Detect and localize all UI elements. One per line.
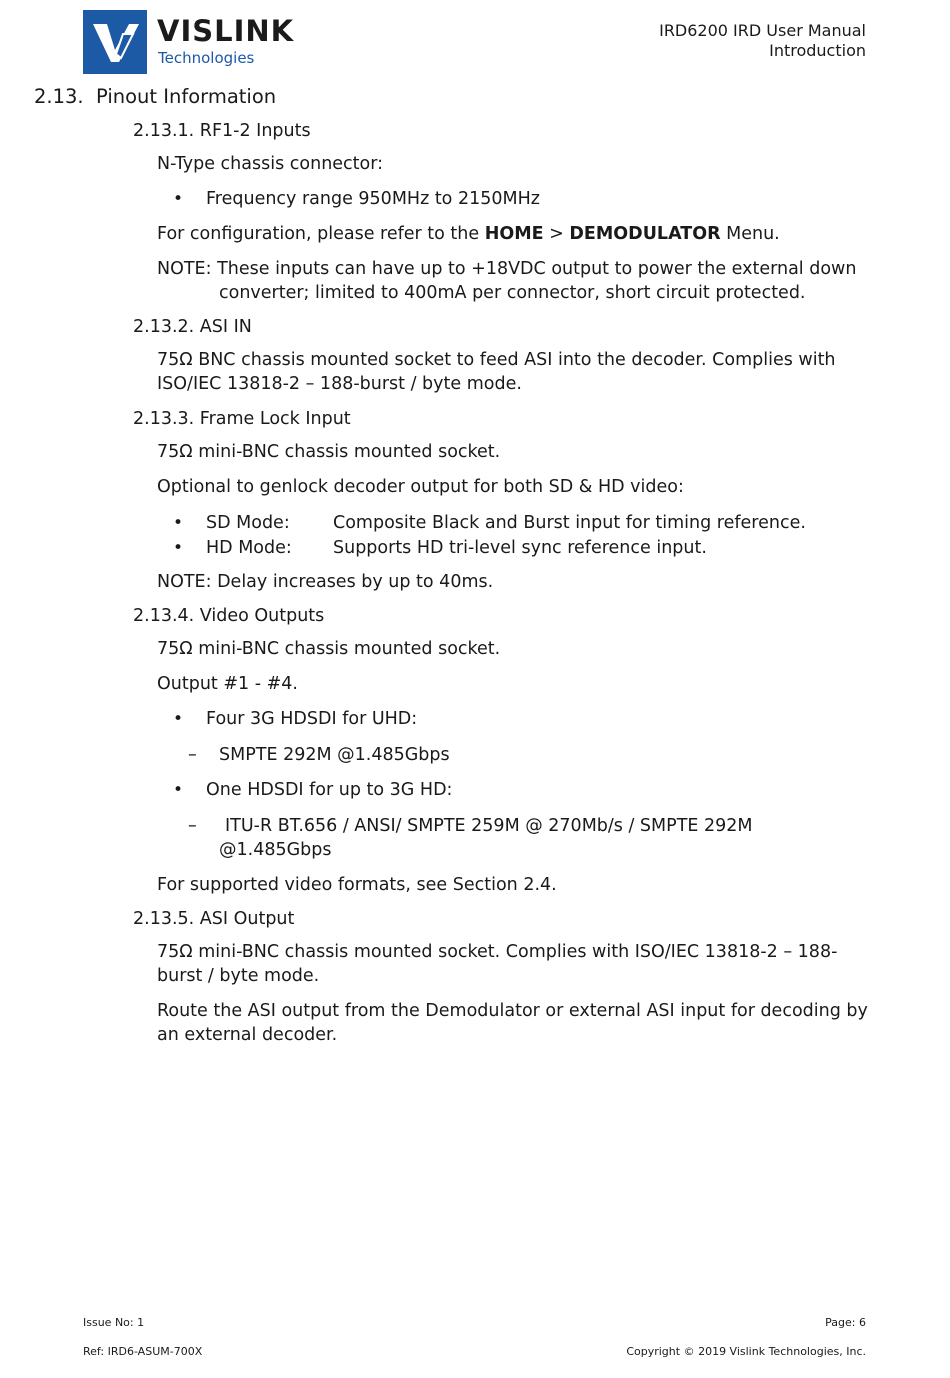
subsection-heading-video-outputs: 2.13.4. Video Outputs	[133, 606, 325, 626]
manual-title: IRD6200 IRD User Manual	[659, 21, 866, 40]
hd-mode-label: HD Mode:	[206, 538, 292, 558]
menu-home-ref: HOME	[484, 224, 544, 244]
video-uhd-standard: SMPTE 292M @1.485Gbps	[219, 745, 450, 765]
video-uhd-bullet: Four 3G HDSDI for UHD:	[206, 709, 418, 729]
asi-output-text-line2: burst / byte mode.	[157, 966, 320, 986]
asi-in-text-line1: 75Ω BNC chassis mounted socket to feed ASI into the decoder. Complies with	[157, 350, 836, 370]
logo-wordmark: VISLINK	[157, 14, 295, 48]
subsection-heading-asi-in: 2.13.2. ASI IN	[133, 317, 252, 337]
video-hd-standard-line2: @1.485Gbps	[219, 840, 332, 860]
video-output-range: Output #1 - #4.	[157, 674, 298, 694]
asi-in-text-line2: ISO/IEC 13818-2 – 188-burst / byte mode.	[157, 374, 522, 394]
rf-note-line2: converter; limited to 400mA per connector, short circuit protected.	[219, 283, 806, 303]
chapter-title: Introduction	[769, 41, 866, 60]
footer-page: Page: 6	[825, 1316, 866, 1329]
asi-route-text-line1: Route the ASI output from the Demodulator or external ASI input for decoding by	[157, 1001, 868, 1021]
rf-note-line1: NOTE: These inputs can have up to +18VDC output to power the external down	[157, 259, 857, 279]
bullet-icon: •	[173, 538, 184, 558]
section-title: Pinout Information	[96, 85, 277, 108]
footer-ref: Ref: IRD6-ASUM-700X	[83, 1345, 203, 1358]
subsection-heading-asi-output: 2.13.5. ASI Output	[133, 909, 295, 929]
dash-icon: –	[188, 816, 197, 836]
asi-output-text-line1: 75Ω mini-BNC chassis mounted socket. Complies with ISO/IEC 13818-2 – 188-	[157, 942, 838, 962]
hd-mode-text: Supports HD tri-level sync reference input.	[333, 538, 707, 558]
bullet-icon: •	[173, 709, 184, 729]
footer-issue: Issue No: 1	[83, 1316, 145, 1329]
subsection-heading-rf-inputs: 2.13.1. RF1-2 Inputs	[133, 121, 311, 141]
menu-demodulator-ref: DEMODULATOR	[569, 224, 721, 244]
sd-mode-label: SD Mode:	[206, 513, 290, 533]
rf-config-text: For configuration, please refer to the HOME > DEMODULATOR Menu.	[157, 224, 780, 244]
logo-subtitle: Technologies	[158, 49, 255, 67]
bullet-icon: •	[173, 780, 184, 800]
video-hd-bullet: One HDSDI for up to 3G HD:	[206, 780, 453, 800]
asi-route-text-line2: an external decoder.	[157, 1025, 338, 1045]
frame-lock-genlock-text: Optional to genlock decoder output for both SD & HD video:	[157, 477, 684, 497]
section-number: 2.13.	[34, 85, 84, 108]
video-hd-standard-line1: ITU-R BT.656 / ANSI/ SMPTE 259M @ 270Mb/s / SMPTE 292M	[225, 816, 753, 836]
video-socket-text: 75Ω mini-BNC chassis mounted socket.	[157, 639, 501, 659]
rf-connector-text: N-Type chassis connector:	[157, 154, 384, 174]
subsection-heading-frame-lock: 2.13.3. Frame Lock Input	[133, 409, 351, 429]
frame-lock-socket-text: 75Ω mini-BNC chassis mounted socket.	[157, 442, 501, 462]
sd-mode-text: Composite Black and Burst input for timing reference.	[333, 513, 806, 533]
bullet-icon: •	[173, 513, 184, 533]
bullet-icon: •	[173, 189, 184, 209]
rf-frequency-range: Frequency range 950MHz to 2150MHz	[206, 189, 540, 209]
footer-copyright: Copyright © 2019 Vislink Technologies, Inc.	[626, 1345, 866, 1358]
frame-lock-note: NOTE: Delay increases by up to 40ms.	[157, 572, 494, 592]
video-formats-reference: For supported video formats, see Section 2.4.	[157, 875, 557, 895]
logo-mark-icon	[83, 10, 147, 74]
dash-icon: –	[188, 745, 197, 765]
